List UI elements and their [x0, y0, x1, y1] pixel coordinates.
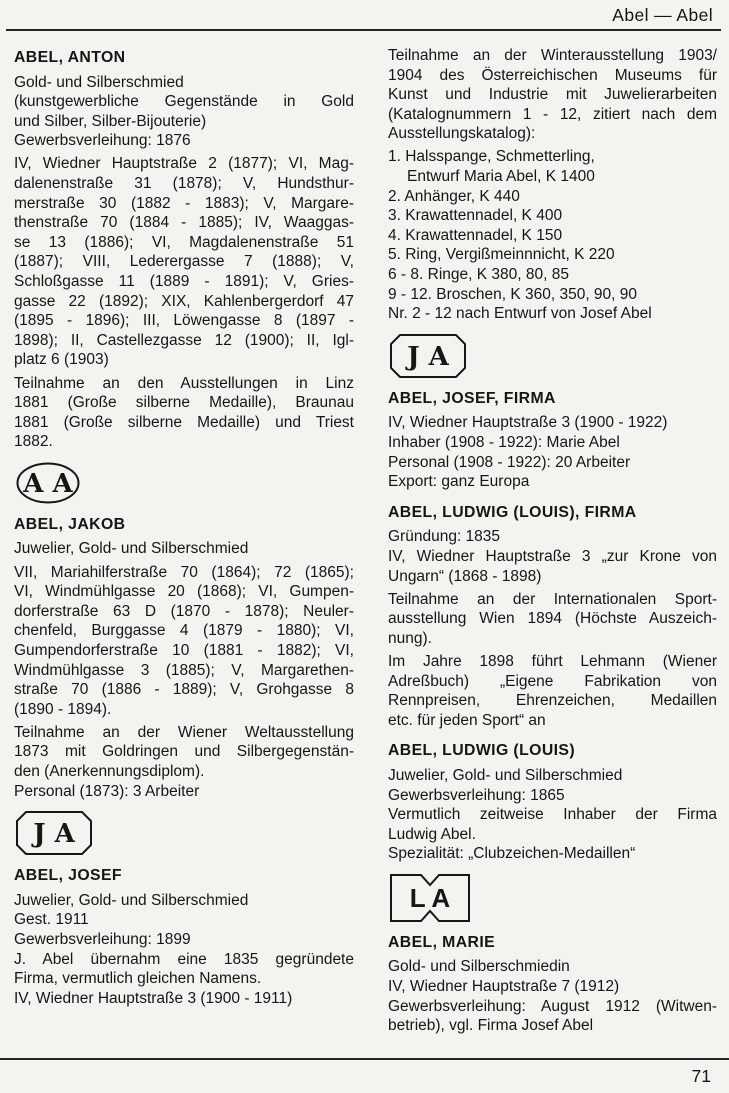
text-line: nung).: [388, 629, 432, 647]
text-line: 5. Ring, Vergißmeinnnicht, K 220: [388, 246, 615, 264]
text-line: straße 70 (1886 - 1889); V, Grohgasse 8: [14, 681, 354, 699]
svg-text:J A: J A: [407, 341, 449, 372]
text-line: 9 - 12. Broschen, K 360, 350, 90, 90: [388, 285, 638, 303]
text-line: se 13 (1886); VI, Magdalenenstraße 51: [14, 233, 354, 251]
text-line: Gewerbsverleihung: 1876: [14, 132, 191, 150]
entry-heading: ABEL, JAKOB: [14, 515, 126, 533]
paragraph: [388, 652, 717, 730]
text-line: chenfeld, Burggasse 4 (1879 - 1880); VI,: [14, 622, 354, 640]
page-footer: [0, 1058, 729, 1093]
maker-mark-octagon: [16, 811, 354, 855]
paragraph: [14, 723, 354, 801]
text-line: Juwelier, Gold- und Silberschmied: [14, 540, 249, 558]
maker-mark-oval: [16, 462, 354, 504]
header-rule: [6, 29, 721, 31]
running-head: Abel — Abel: [612, 5, 713, 25]
text-line: Personal (1908 - 1922): 20 Arbeiter: [388, 453, 631, 471]
text-line: (1895 - 1896); III, Löwengasse 8 (1897 -: [14, 312, 354, 330]
paragraph: [388, 413, 717, 491]
paragraph: [388, 527, 717, 586]
paragraph: [388, 147, 717, 323]
text-line: Teilnahme an der Internationalen Sport-: [388, 590, 717, 608]
left-column: [14, 46, 354, 1057]
text-line: Kunst und Industrie mit Juwelierarbeiten: [388, 86, 717, 104]
text-line: J. Abel übernahm eine 1835 gegründete: [14, 950, 354, 968]
text-line: 2. Anhänger, K 440: [388, 187, 520, 205]
text-line: 4. Krawattennadel, K 150: [388, 226, 563, 244]
text-line: IV, Wiedner Hauptstraße 3 „zur Krone von: [388, 547, 717, 565]
maker-mark-octagon: [390, 334, 717, 378]
paragraph: [14, 563, 354, 720]
text-line: den (Anerkennungsdiplom).: [14, 763, 205, 780]
text-line: Gewerbsverleihung: 1865: [388, 786, 565, 804]
text-line: Export: ganz Europa: [388, 473, 530, 491]
paragraph: [14, 374, 354, 452]
svg-text:L A: L A: [409, 882, 451, 913]
text-line: Gold- und Silberschmied: [14, 73, 184, 91]
maker-mark-icon: [16, 811, 92, 855]
paragraph: [14, 73, 354, 151]
text-line: Juwelier, Gold- und Silberschmied: [388, 766, 623, 784]
text-line: VI, Windmühlgasse 20 (1868); VI, Gumpen-: [14, 583, 354, 601]
svg-text:J A: J A: [33, 819, 75, 850]
entry-heading: ABEL, JOSEF, FIRMA: [388, 389, 556, 407]
entry-heading: ABEL, JOSEF: [14, 867, 122, 885]
text-line: Inhaber (1908 - 1922): Marie Abel: [388, 434, 620, 451]
text-line: IV, Wiedner Hauptstraße 3 (1900 - 1922): [388, 414, 668, 432]
text-line: Juwelier, Gold- und Silberschmied: [14, 891, 249, 909]
text-line: IV, Wiedner Hauptstraße 7 (1912): [388, 978, 620, 996]
text-line: dalenenstraße 31 (1878); V, Hundsthur-: [14, 175, 354, 193]
text-line: ausstellung Wien 1894 (Höchste Auszeich-: [388, 610, 717, 628]
text-line: Gumpendorferstraße 10 (1881 - 1882); VI,: [14, 641, 354, 659]
maker-mark-icon: [390, 334, 466, 378]
text-line: etc. für jeden Sport“ an: [388, 711, 546, 729]
text-line: thenstraße 70 (1884 - 1885); IV, Waaggas-: [14, 214, 354, 232]
text-line: 1904 des Österreichischen Museums für: [388, 66, 717, 84]
svg-text:A A: A A: [23, 468, 73, 499]
text-line: (1890 - 1894).: [14, 700, 112, 718]
text-line: Personal (1873): 3 Arbeiter: [14, 782, 200, 800]
text-line: 6 - 8. Ringe, K 380, 80, 85: [388, 266, 569, 284]
text-line: 1. Halsspange, Schmetterling,: [388, 148, 595, 166]
paragraph: [388, 766, 717, 864]
entry-heading: ABEL, LUDWIG (LOUIS), FIRMA: [388, 503, 637, 521]
text-line: (Katalognummern 1 - 12, zitiert nach dem: [388, 105, 717, 123]
text-line: Gewerbsverleihung: 1899: [14, 930, 191, 948]
page-content: [14, 46, 717, 1057]
paragraph: [388, 957, 717, 1035]
page-number: 71: [691, 1066, 711, 1086]
maker-mark-icon: [16, 462, 80, 504]
text-line: Im Jahre 1898 führt Lehmann (Wiener: [388, 652, 717, 670]
paragraph: [14, 154, 354, 370]
maker-mark-banner: [390, 874, 717, 922]
text-line: 1881 (Große silberne Medaille), Braunau: [14, 394, 354, 412]
text-line: Firma, vermutlich gleichen Namens.: [14, 970, 262, 988]
paragraph: [388, 590, 717, 649]
text-line: Windmühlgasse 3 (1885); V, Margarethen-: [14, 661, 354, 679]
text-line: (1887); VIII, Lederergasse 7 (1888); V,: [14, 253, 354, 271]
paragraph: [388, 46, 717, 144]
right-column: [388, 46, 717, 1057]
text-line: Gründung: 1835: [388, 528, 501, 546]
text-line: 1882.: [14, 433, 53, 451]
text-line: Rennpreisen, Ehrenzeichen, Medaillen: [388, 692, 717, 710]
text-line: Teilnahme an den Ausstellungen in Linz: [14, 374, 354, 392]
text-line: Spezialität: „Clubzeichen-Medaillen“: [388, 845, 636, 863]
text-line: Teilnahme an der Wiener Weltausstellung: [14, 723, 354, 741]
text-line: gasse 22 (1892); XIX, Kahlenbergerdorf 47: [14, 292, 354, 310]
text-line: (kunstgewerbliche Gegenstände in Gold: [14, 93, 354, 111]
text-line: merstraße 30 (1882 - 1883); V, Margare-: [14, 194, 354, 212]
paragraph: [14, 891, 354, 1009]
text-line: IV, Wiedner Hauptstraße 3 (1900 - 1911): [14, 989, 293, 1007]
text-line: Adreßbuch) „Eigene Fabrikation von: [388, 672, 717, 690]
text-line: Schloßgasse 11 (1889 - 1891); V, Gries-: [14, 273, 354, 291]
text-line: 1898); II, Castellezgasse 12 (1900); II, Igl-: [14, 331, 354, 349]
text-line: Ungarn“ (1868 - 1898): [388, 567, 542, 585]
text-line: Ausstellungskatalog):: [388, 125, 536, 143]
text-line: platz 6 (1903): [14, 351, 109, 369]
text-line: Teilnahme an der Winterausstellung 1903/: [388, 47, 717, 64]
text-line: Ludwig Abel.: [388, 825, 476, 843]
text-line: Vermutlich zeitweise Inhaber der Firma: [388, 806, 717, 824]
entry-heading: ABEL, LUDWIG (LOUIS): [388, 742, 576, 760]
page-header: [0, 0, 729, 31]
text-line: 1873 mit Goldringen und Silbergegenstän-: [14, 743, 354, 761]
text-line: Gewerbsverleihung: August 1912 (Witwen-: [388, 997, 717, 1015]
text-line: 3. Krawattennadel, K 400: [388, 207, 563, 225]
text-line: VII, Mariahilferstraße 70 (1864); 72 (1865);: [14, 563, 354, 581]
text-line: betrieb), vgl. Firma Josef Abel: [388, 1017, 594, 1035]
entry-heading: ABEL, MARIE: [388, 933, 496, 951]
text-line: dorferstraße 63 D (1870 - 1878); Neuler-: [14, 602, 354, 620]
maker-mark-icon: [390, 874, 470, 922]
text-line: Nr. 2 - 12 nach Entwurf von Josef Abel: [388, 305, 652, 323]
text-line: Gold- und Silberschmiedin: [388, 958, 570, 976]
entry-heading: ABEL, ANTON: [14, 49, 126, 66]
text-line: Gest. 1911: [14, 911, 89, 929]
text-line: IV, Wiedner Hauptstraße 2 (1877); VI, Mag-: [14, 155, 354, 173]
paragraph: [14, 539, 354, 559]
text-line: Entwurf Maria Abel, K 1400: [407, 168, 595, 186]
text-line: und Silber, Silber-Bijouterie): [14, 112, 207, 130]
text-line: 1881 (Große silberne Medaille) und Triest: [14, 413, 354, 431]
